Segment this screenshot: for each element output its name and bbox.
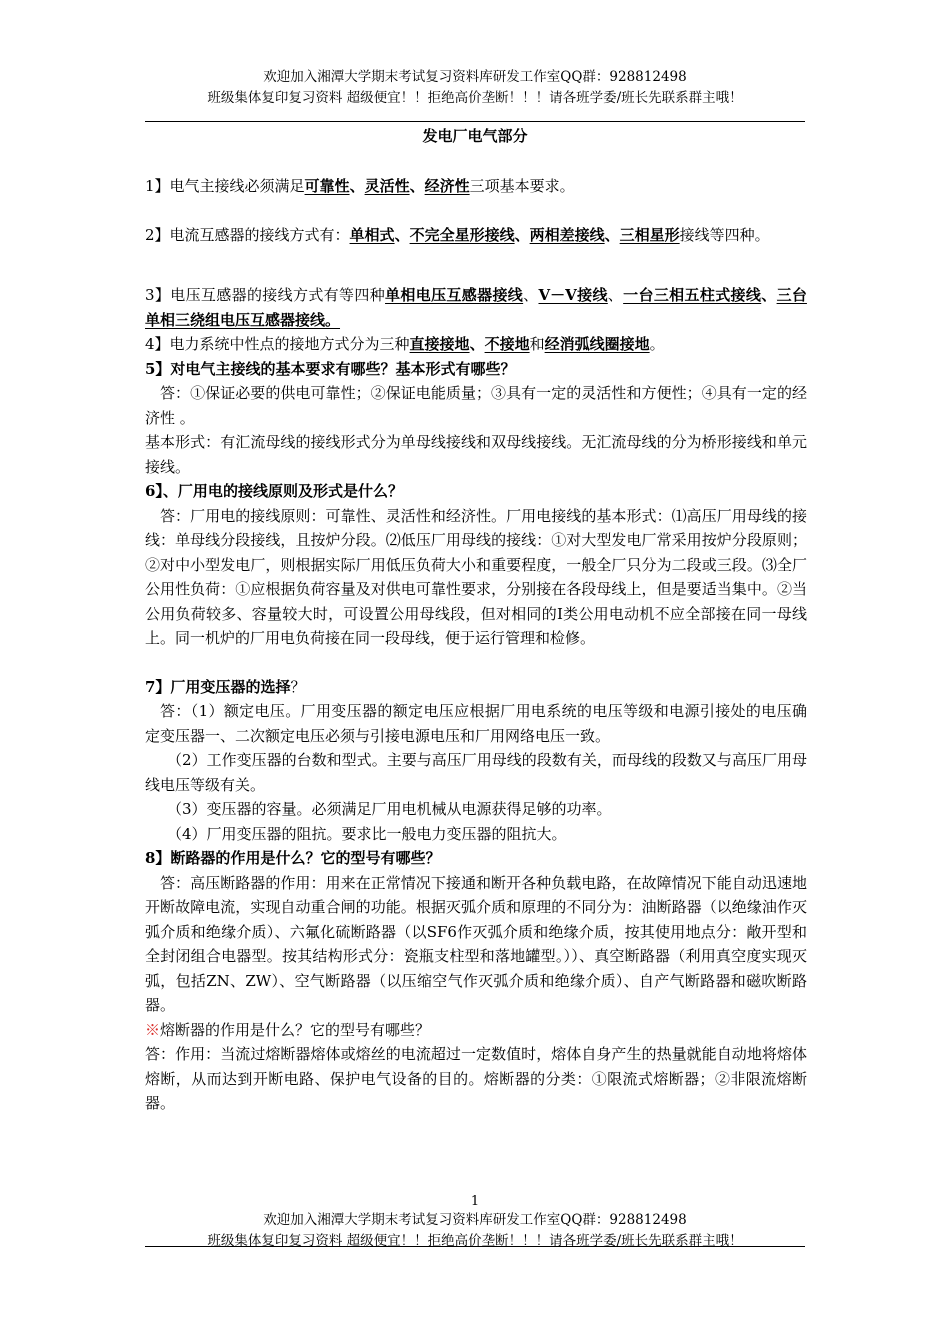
item-7-answer-3: （3）变压器的容量。必须满足厂用电机械从电源获得足够的功率。 [167,800,612,818]
footer-line-1: 欢迎加入湘潭大学期末考试复习资料库研发工作室QQ群：928812498 [263,1212,687,1228]
item-5-forms: 基本形式：有汇流母线的接线形式分为单母线接线和双母线接线。无汇流母线的分为桥形接线和单元接线。 [145,433,807,476]
header-line-1: 欢迎加入湘潭大学期末考试复习资料库研发工作室QQ群：928812498 [263,69,687,85]
page-header [145,67,805,109]
item-2: 2】电流互感器的接线方式有：单相式、不完全星形接线、两相差接线、三相星形接线等四种。 [145,225,770,244]
item-7-question: 7】厂用变压器的选择？ [145,677,306,696]
footer-rule [145,1246,805,1247]
note-marker-icon: ※ [145,1020,161,1039]
item-8-answer: 答：高压断路器的作用：用来在正常情况下接通和断开各种负载电路，在故障情况下能自动迅速地开断故障电流，实现自动重合闸的功能。根据灭弧介质和原理的不同分为：油断路器（以绝缘油作灭弧介质和绝缘介质）、六氟化硫断路器（以SF6作灭弧介质和绝缘介质，按其使用地点分：敞开型和全封闭组合电器型。按其结构形式分：瓷瓶支柱型和落地罐型。））、真空断路器（利用真空度实现灭弧，包括ZN、ZW）、空气断路器（以压缩空气作灭弧介质和绝缘介质）、自产气断路器和磁吹断路器。 [145,873,807,1014]
item-3: 3】电压互感器的接线方式有等四种单相电压互感器接线、V－V接线、一台三相五柱式接线、三台单相三绕组电压互感器接线。 [145,286,807,329]
item-4: 4】电力系统中性点的接地方式分为三种直接接地、不接地和经消弧线圈接地。 [145,335,665,353]
item-1: 1】电气主接线必须满足可靠性、灵活性、经济性三项基本要求。 [145,177,575,195]
item-9-question: ※熔断器的作用是什么？它的型号有哪些？ [145,1020,431,1039]
item-6-question: 6】、厂用电的接线原则及形式是什么？ [145,482,403,500]
item-5-question: 5】对电气主接线的基本要求有哪些？基本形式有哪些？ [145,359,516,378]
item-7-answer-1: 答：（1）额定电压。厂用变压器的额定电压应根据厂用电系统的电压等级和电源引接处的电压确定变压器一、二次额定电压必须与引接电源电压和厂用网络电压一致。 [145,702,807,745]
item-5-answer: 答：①保证必要的供电可靠性；②保证电能质量；③具有一定的灵活性和方便性；④具有一定的经济性 。 [145,384,807,427]
header-rule [145,121,805,122]
item-7-answer-4: （4）厂用变压器的阻抗。要求比一般电力变压器的阻抗大。 [167,824,567,843]
document-title: 发电厂电气部分 [422,127,528,145]
item-8-question: 8】断路器的作用是什么？它的型号有哪些？ [145,849,441,867]
item-6-answer: 答：厂用电的接线原则：可靠性、灵活性和经济性。厂用电接线的基本形式：⑴高压厂用母线的接线：单母线分段接线，且按炉分段。⑵低压厂用母线的接线：①对大型发电厂常采用按炉分段原则；②对中小型发电厂，则根据实际厂用低压负荷大小和重要程度，一般全厂只分为二段或三段。⑶全厂公用性负荷：①应根据负荷容量及对供电可靠性要求，分别接在各段母线上，但是要适当集中。②当公用负荷较多、容量较大时，可设置公用母线段，但对相同的Ⅰ类公用电动机不应全部接在同一母线上。同一机炉的厂用电负荷接在同一段母线，便于运行管理和检修。 [145,506,807,647]
footer-line-2: 班级集体复印复习资料 超级便宜！！拒绝高价垄断！！！请各班学委/班长先联系群主哦！ [207,1233,743,1249]
item-9-answer: 答：作用：当流过熔断器熔体或熔丝的电流超过一定数值时，熔体自身产生的热量就能自动地将熔体熔断，从而达到开断电路、保护电气设备的目的。熔断器的分类：①限流式熔断器；②非限流熔断器。 [145,1045,807,1112]
header-line-2: 班级集体复印复习资料 超级便宜！！拒绝高价垄断！！！请各班学委/班长先联系群主哦！ [207,90,743,106]
page-number: 1 [470,1194,480,1209]
item-7-answer-2: （2）工作变压器的台数和型式。主要与高压厂用母线的段数有关，而母线的段数又与高压厂用母线电压等级有关。 [145,751,807,794]
document-body [145,174,807,1116]
